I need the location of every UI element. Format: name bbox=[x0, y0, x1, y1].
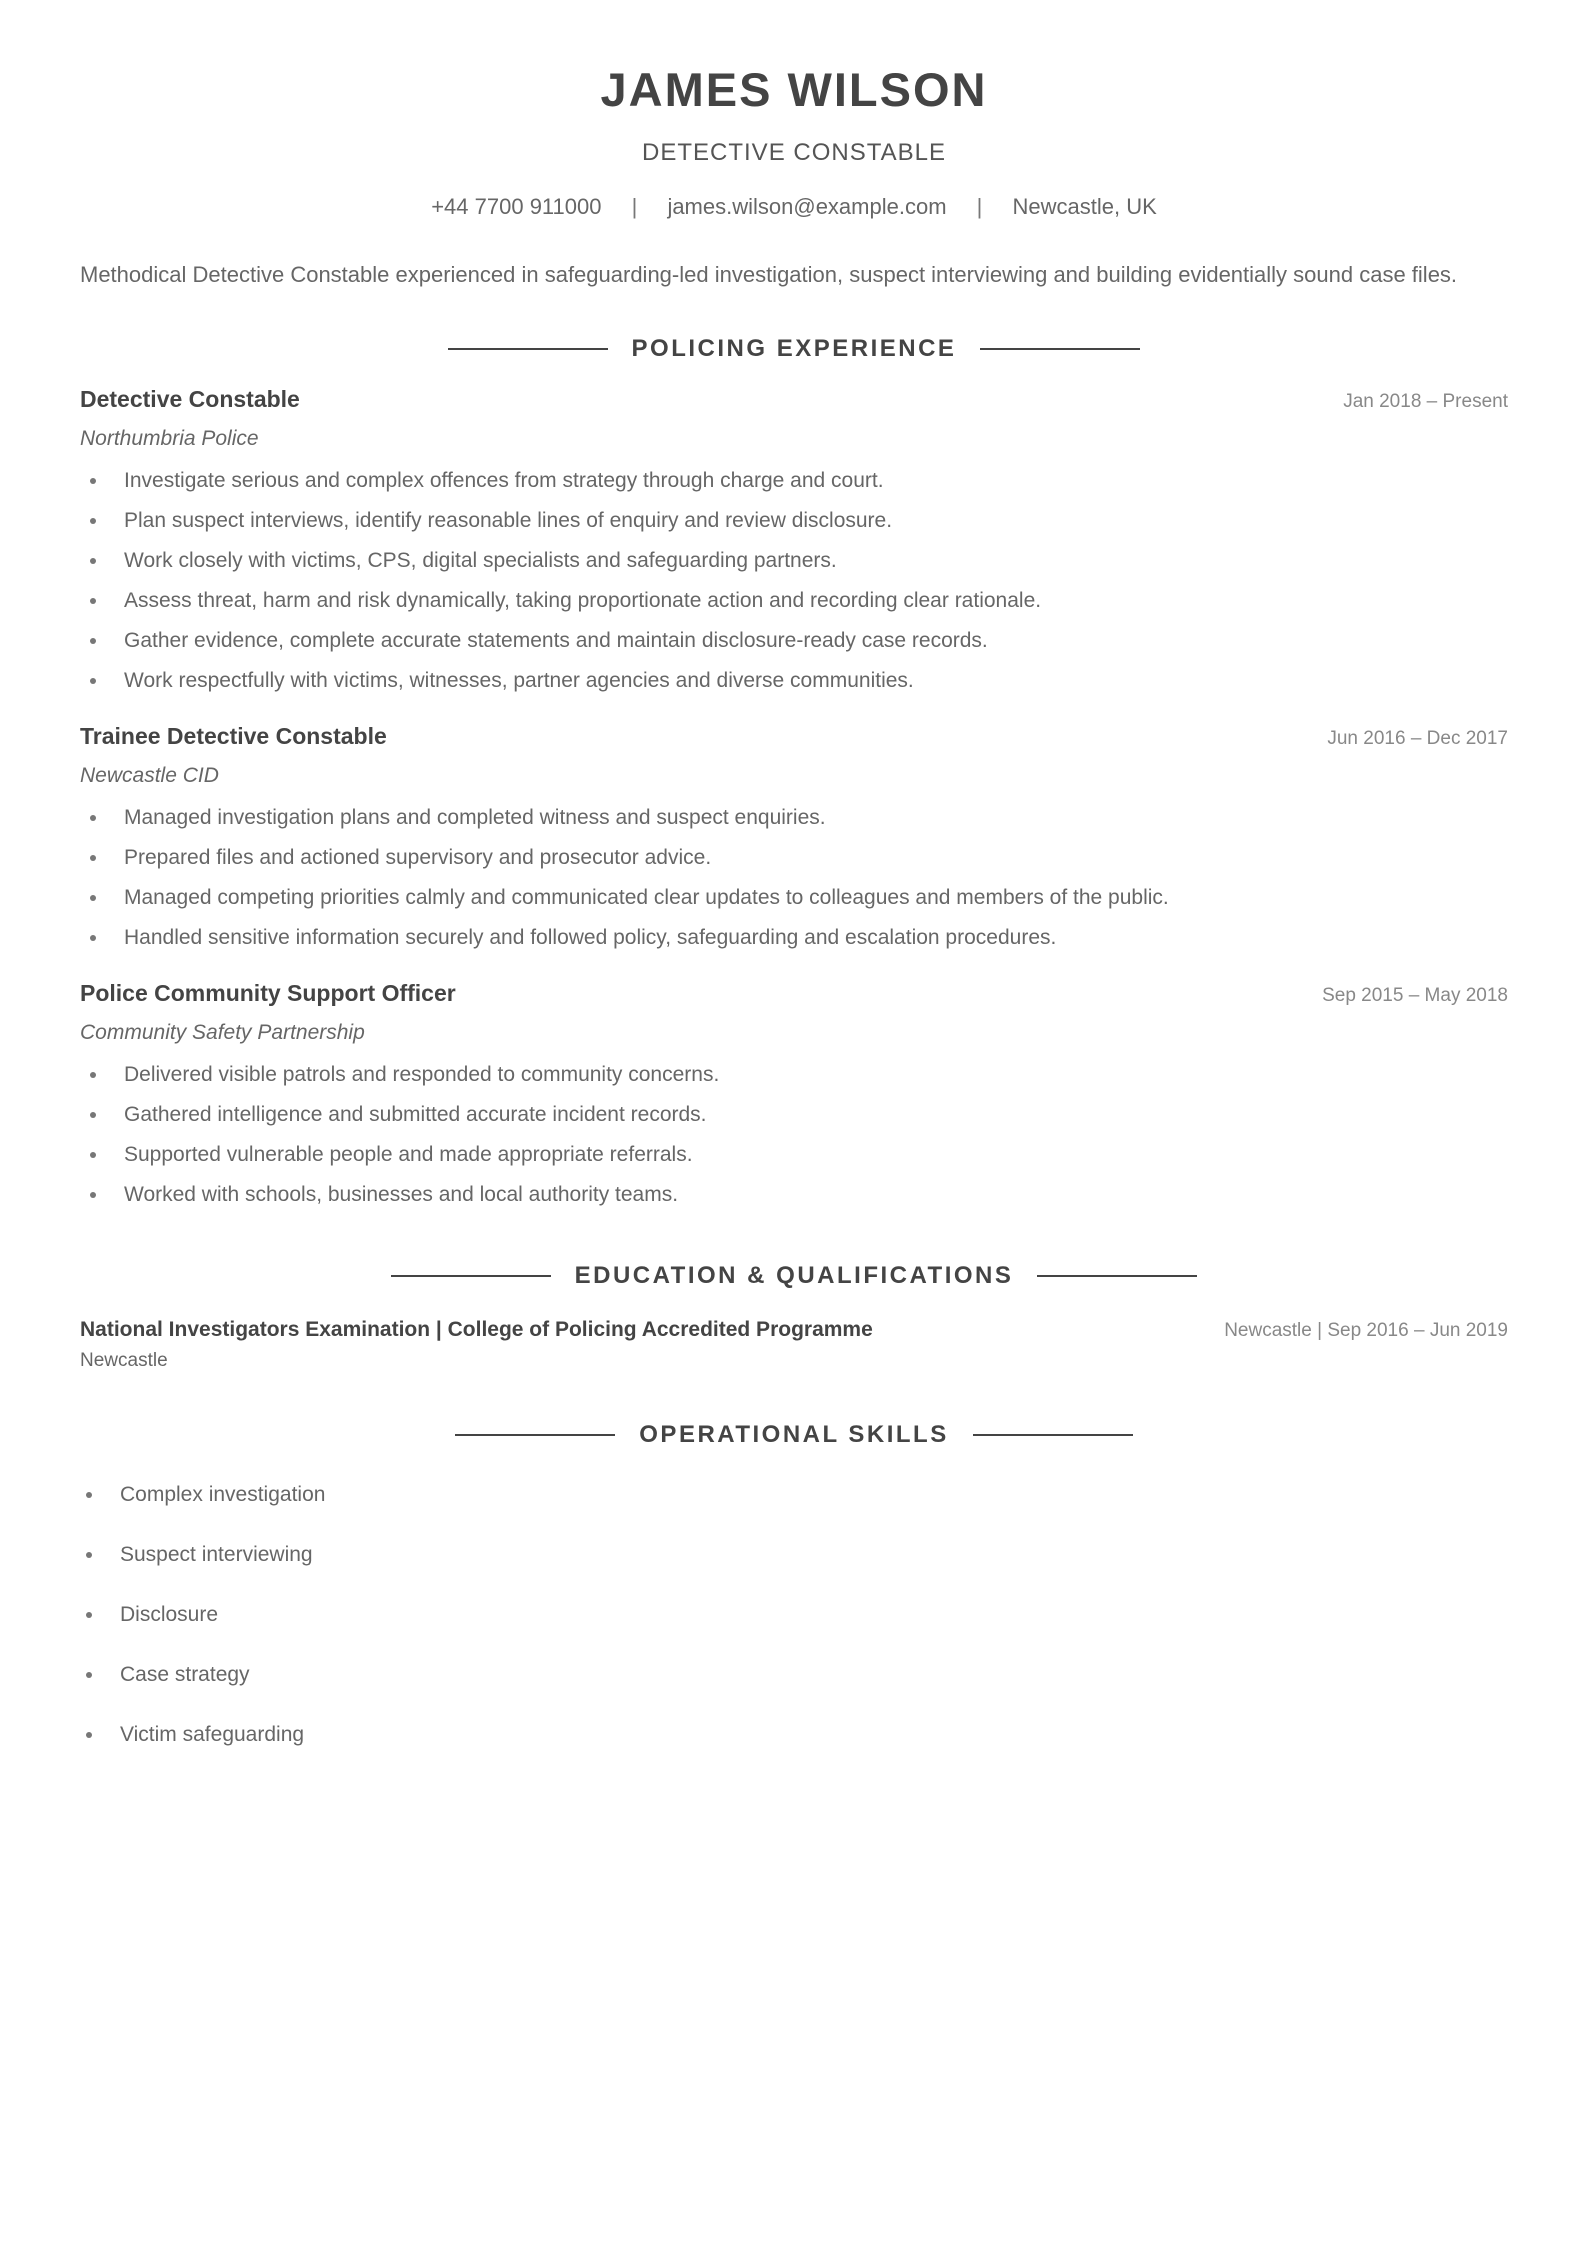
bullet-dot-icon bbox=[86, 1552, 92, 1558]
contact-separator: | bbox=[631, 194, 638, 219]
bullet-text: Work closely with victims, CPS, digital specialists and safeguarding partners. bbox=[124, 549, 837, 572]
location: Newcastle, UK bbox=[1012, 194, 1157, 219]
bullet-dot-icon bbox=[90, 1192, 96, 1198]
bullet-item bbox=[80, 918, 1508, 958]
job-organization: Community Safety Partnership bbox=[80, 1021, 365, 1044]
bullet-dot-icon bbox=[90, 895, 96, 901]
job-header bbox=[80, 721, 1508, 754]
job-header bbox=[80, 384, 1508, 417]
job-entry bbox=[80, 721, 1508, 958]
bullet-dot-icon bbox=[90, 598, 96, 604]
bullet-text: Handled sensitive information securely and followed policy, safeguarding and escalation procedures. bbox=[124, 926, 1057, 949]
job-title: Police Community Support Officer bbox=[80, 980, 456, 1006]
bullet-dot-icon bbox=[90, 1152, 96, 1158]
heading-rule bbox=[391, 1275, 551, 1277]
job-organization: Newcastle CID bbox=[80, 764, 219, 787]
education-meta: Newcastle | Sep 2016 – Jun 2019 bbox=[1224, 1320, 1508, 1341]
heading-rule bbox=[1037, 1275, 1197, 1277]
professional-summary: Methodical Detective Constable experienced in safeguarding-led investigation, suspect interviewing and building evidentially sound case files. bbox=[80, 262, 1458, 287]
bullet-item bbox=[80, 838, 1508, 878]
section-title: OPERATIONAL SKILLS bbox=[639, 1421, 949, 1448]
candidate-name: JAMES WILSON bbox=[600, 63, 988, 116]
bullet-item bbox=[80, 878, 1508, 918]
contact-separator: | bbox=[976, 194, 983, 219]
bullet-dot-icon bbox=[86, 1672, 92, 1678]
bullet-item bbox=[80, 581, 1508, 621]
skills-list bbox=[80, 1480, 1508, 1750]
heading-rule bbox=[448, 348, 608, 350]
skill-text: Disclosure bbox=[120, 1603, 219, 1626]
bullet-dot-icon bbox=[90, 1072, 96, 1078]
bullet-dot-icon bbox=[86, 1492, 92, 1498]
skill-item bbox=[80, 1540, 1508, 1570]
bullet-item bbox=[80, 541, 1508, 581]
resume-header bbox=[80, 0, 1508, 222]
bullet-text: Assess threat, harm and risk dynamically, taking proportionate action and recording clear rationale. bbox=[124, 589, 1042, 612]
bullet-item bbox=[80, 621, 1508, 661]
phone-number: +44 7700 911000 bbox=[431, 194, 602, 219]
skill-item bbox=[80, 1600, 1508, 1630]
job-bullets bbox=[80, 1055, 1508, 1215]
bullet-dot-icon bbox=[86, 1732, 92, 1738]
heading-rule bbox=[455, 1434, 615, 1436]
bullet-dot-icon bbox=[90, 478, 96, 484]
bullet-item bbox=[80, 1055, 1508, 1095]
skill-text: Case strategy bbox=[120, 1663, 250, 1686]
bullet-dot-icon bbox=[90, 815, 96, 821]
bullet-dot-icon bbox=[90, 678, 96, 684]
bullet-text: Managed investigation plans and completed witness and suspect enquiries. bbox=[124, 806, 826, 829]
skill-item bbox=[80, 1660, 1508, 1690]
bullet-dot-icon bbox=[90, 518, 96, 524]
job-organization: Northumbria Police bbox=[80, 427, 259, 450]
bullet-dot-icon bbox=[90, 1112, 96, 1118]
bullet-item bbox=[80, 1175, 1508, 1215]
bullet-item bbox=[80, 461, 1508, 501]
bullet-dot-icon bbox=[90, 855, 96, 861]
section-heading-education bbox=[80, 1261, 1508, 1291]
job-entry bbox=[80, 384, 1508, 701]
bullet-text: Prepared files and actioned supervisory and prosecutor advice. bbox=[124, 846, 712, 869]
education-list bbox=[80, 1315, 1508, 1374]
bullet-dot-icon bbox=[90, 638, 96, 644]
bullet-text: Gathered intelligence and submitted accurate incident records. bbox=[124, 1103, 707, 1126]
education-location: Newcastle bbox=[80, 1350, 168, 1371]
job-dates: Sep 2015 – May 2018 bbox=[1322, 985, 1508, 1006]
education-title: National Investigators Examination | College of Policing Accredited Programme bbox=[80, 1318, 873, 1341]
bullet-text: Work respectfully with victims, witnesses, partner agencies and diverse communities. bbox=[124, 669, 914, 692]
bullet-item bbox=[80, 501, 1508, 541]
job-header bbox=[80, 978, 1508, 1011]
section-heading-experience bbox=[80, 334, 1508, 364]
job-title: Trainee Detective Constable bbox=[80, 723, 387, 749]
education-header bbox=[80, 1315, 1508, 1346]
job-dates: Jun 2016 – Dec 2017 bbox=[1327, 728, 1508, 749]
heading-rule bbox=[973, 1434, 1133, 1436]
bullet-item bbox=[80, 1095, 1508, 1135]
bullet-item bbox=[80, 798, 1508, 838]
bullet-item bbox=[80, 1135, 1508, 1175]
section-title: EDUCATION & QUALIFICATIONS bbox=[574, 1262, 1014, 1289]
skill-item bbox=[80, 1480, 1508, 1510]
skill-item bbox=[80, 1720, 1508, 1750]
bullet-text: Worked with schools, businesses and local authority teams. bbox=[124, 1183, 679, 1206]
skill-text: Victim safeguarding bbox=[120, 1723, 305, 1746]
bullet-text: Gather evidence, complete accurate statements and maintain disclosure-ready case records. bbox=[124, 629, 988, 652]
job-title: Detective Constable bbox=[80, 386, 300, 412]
skill-text: Suspect interviewing bbox=[120, 1543, 313, 1566]
candidate-role: DETECTIVE CONSTABLE bbox=[642, 139, 946, 166]
experience-list bbox=[80, 384, 1508, 1215]
job-bullets bbox=[80, 798, 1508, 958]
bullet-dot-icon bbox=[86, 1612, 92, 1618]
education-entry bbox=[80, 1315, 1508, 1374]
heading-rule bbox=[980, 348, 1140, 350]
email-address: james.wilson@example.com bbox=[667, 194, 947, 219]
bullet-text: Managed competing priorities calmly and communicated clear updates to colleagues and members of the public. bbox=[124, 886, 1169, 909]
bullet-dot-icon bbox=[90, 558, 96, 564]
job-dates: Jan 2018 – Present bbox=[1343, 391, 1508, 412]
bullet-text: Delivered visible patrols and responded to community concerns. bbox=[124, 1063, 720, 1086]
bullet-item bbox=[80, 661, 1508, 701]
job-entry bbox=[80, 978, 1508, 1215]
skill-text: Complex investigation bbox=[120, 1483, 326, 1506]
contact-line bbox=[80, 192, 1508, 222]
job-bullets bbox=[80, 461, 1508, 701]
bullet-dot-icon bbox=[90, 935, 96, 941]
bullet-text: Supported vulnerable people and made appropriate referrals. bbox=[124, 1143, 693, 1166]
section-heading-skills bbox=[80, 1420, 1508, 1450]
section-title: POLICING EXPERIENCE bbox=[631, 335, 957, 362]
bullet-text: Investigate serious and complex offences from strategy through charge and court. bbox=[124, 469, 884, 492]
bullet-text: Plan suspect interviews, identify reasonable lines of enquiry and review disclosure. bbox=[124, 509, 893, 532]
